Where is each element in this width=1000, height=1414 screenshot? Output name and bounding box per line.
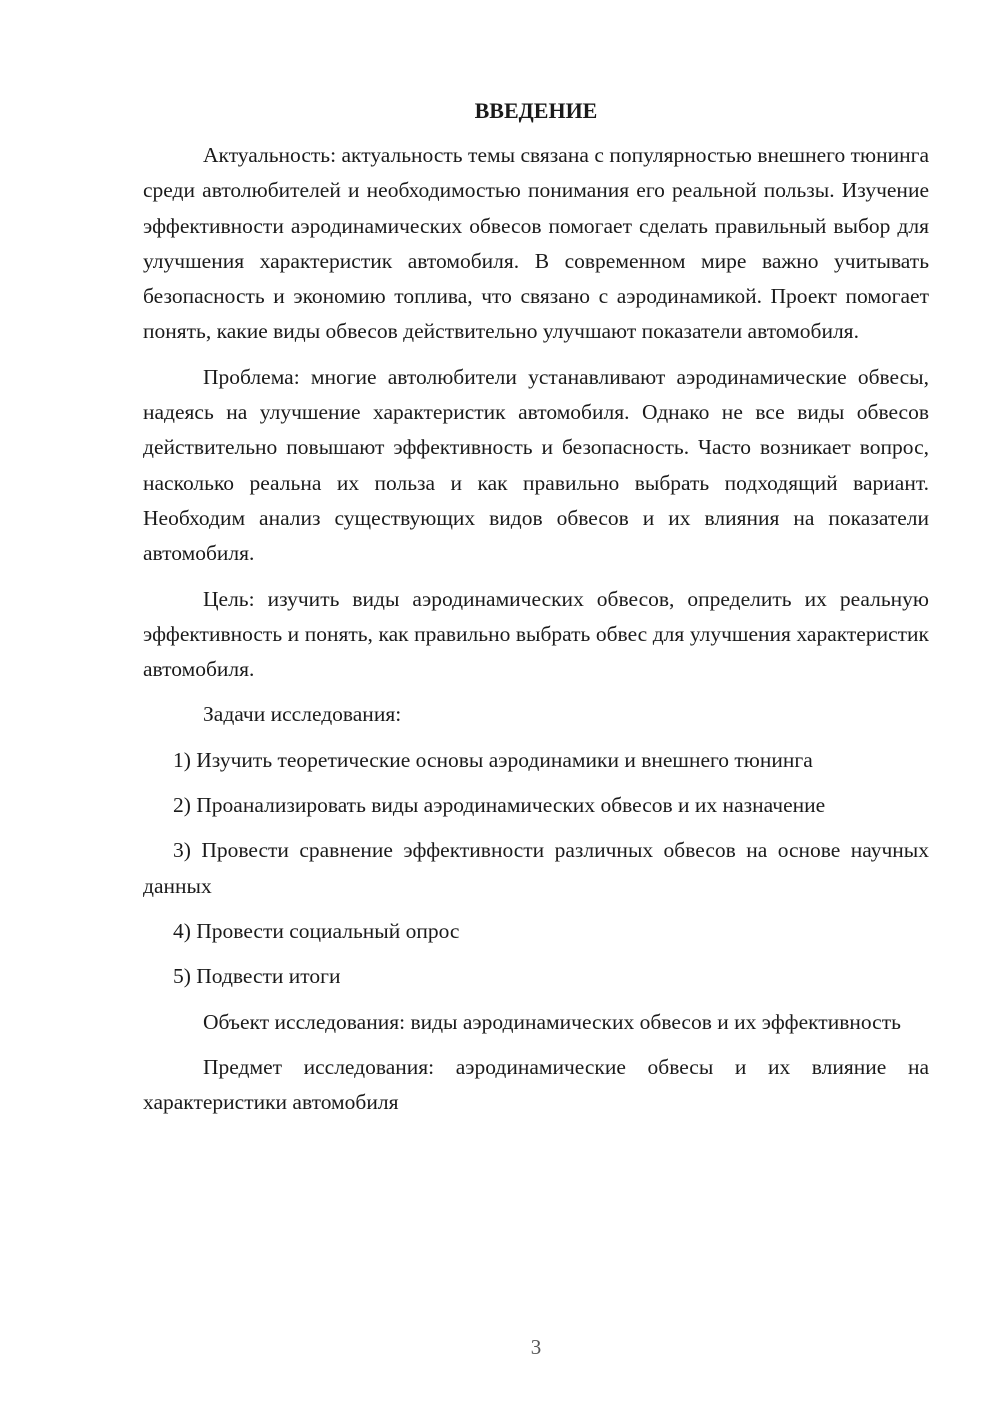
task-item: 3) Провести сравнение эффективности различных обвесов на основе научных данных <box>143 838 929 898</box>
research-object-paragraph: Объект исследования: виды аэродинамических обвесов и их эффективность <box>203 1009 901 1034</box>
goal-paragraph: Цель: изучить виды аэродинамических обвесов, определить их реальную эффективность и понять, как правильно выбрать обвес для улучшения характеристик автомобиля. <box>143 586 929 682</box>
relevance-paragraph: Актуальность: актуальность темы связана с популярностью внешнего тюнинга среди автолюбителей и необходимостью понимания его реальной пользы. Изучение эффективности аэродинамических обвесов помогает сделать правильный выбор для улучшения характеристик автомобиля. В современном мире важно учитывать безопасность и экономию топлива, что связано с аэродинамикой. Проект помогает понять, какие виды обвесов действительно улучшают показатели автомобиля. <box>143 143 929 344</box>
task-item: 4) Провести социальный опрос <box>173 918 460 943</box>
research-subject-paragraph: Предмет исследования: аэродинамические обвесы и их влияние на характеристики автомобиля <box>143 1054 929 1115</box>
task-item: 2) Проанализировать виды аэродинамических обвесов и их назначение <box>173 793 826 818</box>
section-title: ВВЕДЕНИЕ <box>474 98 598 123</box>
task-item: 5) Подвести итоги <box>173 964 341 989</box>
problem-paragraph: Проблема: многие автолюбители устанавливают аэродинамические обвесы, надеясь на улучшение характеристик автомобиля. Однако не все виды обвесов действительно повышают эффективность и безопасность. Часто возникает вопрос, насколько реальна их польза и как правильно выбрать подходящий вариант. Необходим анализ существующих видов обвесов и их влияния на показатели автомобиля. <box>143 364 929 566</box>
page-number: 3 <box>530 1335 542 1359</box>
tasks-heading: Задачи исследования: <box>203 702 402 727</box>
task-item: 1) Изучить теоретические основы аэродинамики и внешнего тюнинга <box>173 747 813 772</box>
document-page <box>143 94 929 1130</box>
